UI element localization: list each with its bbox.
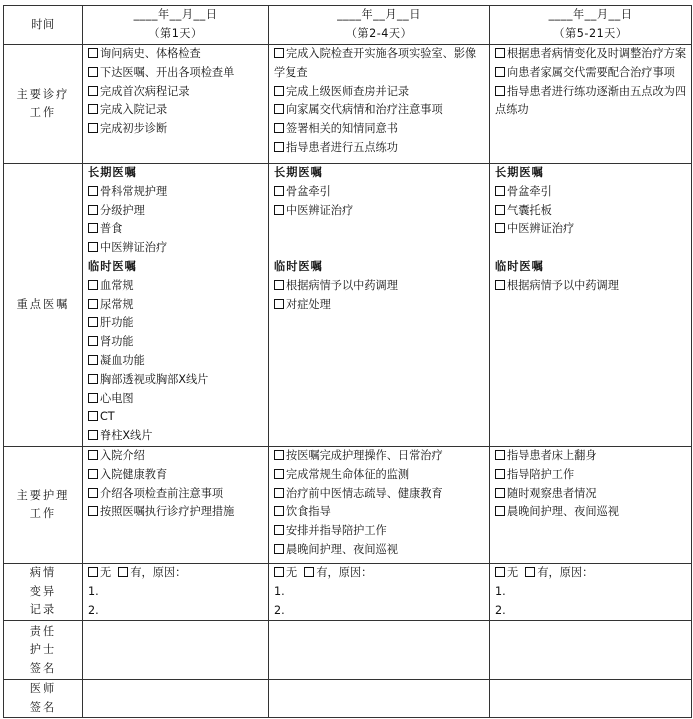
checkbox-icon[interactable] bbox=[274, 48, 284, 58]
nursing-col3 bbox=[490, 447, 692, 564]
orders-row bbox=[4, 164, 692, 447]
checkbox-icon[interactable] bbox=[274, 205, 284, 215]
checklist-item[interactable]: 根据病情予以中药调理 bbox=[274, 277, 485, 296]
checkbox-icon[interactable] bbox=[88, 374, 98, 384]
checklist-item[interactable]: 胸部透视或胸部X线片 bbox=[88, 371, 264, 390]
checklist-item[interactable]: 气囊托板 bbox=[495, 202, 687, 221]
checkbox-icon[interactable] bbox=[88, 67, 98, 77]
checklist-item[interactable]: 指导患者进行练功逐渐由五点改为四点练功 bbox=[495, 84, 687, 117]
header-row bbox=[4, 6, 692, 45]
doctor-sign-row bbox=[4, 680, 692, 718]
checkbox-icon[interactable] bbox=[495, 223, 505, 233]
checkbox-icon[interactable] bbox=[88, 506, 98, 516]
checklist-item[interactable]: 中医辨证治疗 bbox=[88, 239, 264, 258]
checklist-item[interactable]: 向家属交代病情和治疗注意事项 bbox=[274, 101, 485, 120]
checklist-item[interactable]: 治疗前中医情志疏导、健康教育 bbox=[274, 485, 485, 504]
temporary-orders-title: 临时医嘱 bbox=[495, 259, 544, 273]
variance-item[interactable]: 2. bbox=[495, 603, 506, 617]
checkbox-icon[interactable] bbox=[495, 469, 505, 479]
checklist-item[interactable]: 指导患者进行五点练功 bbox=[274, 139, 485, 158]
has-option[interactable]: 有，原因： bbox=[130, 566, 187, 579]
checkbox-icon[interactable] bbox=[88, 223, 98, 233]
checklist-item[interactable]: 对症处理 bbox=[274, 296, 485, 315]
checkbox-icon[interactable] bbox=[274, 450, 284, 460]
checkbox-icon[interactable] bbox=[88, 86, 98, 96]
checklist-item[interactable]: 完成首次病程记录 bbox=[88, 83, 264, 102]
nursing-row bbox=[4, 447, 692, 564]
checklist-item[interactable]: 按医嘱完成护理操作、日常治疗 bbox=[274, 447, 485, 466]
nurse-sign-label: 责任 护士 签名 bbox=[4, 621, 83, 680]
checklist-item[interactable]: 向患者家属交代需要配合治疗事项 bbox=[495, 64, 687, 83]
checkbox-icon[interactable] bbox=[495, 186, 505, 196]
checkbox-icon[interactable] bbox=[88, 336, 98, 346]
diagnosis-col3 bbox=[490, 45, 692, 164]
none-option[interactable]: 无 bbox=[100, 566, 112, 579]
variance-options bbox=[495, 564, 687, 583]
variance-item[interactable]: 1. bbox=[88, 584, 99, 598]
checklist-item[interactable]: 分级护理 bbox=[88, 202, 264, 221]
checklist-item[interactable]: 晨晚间护理、夜间巡视 bbox=[274, 541, 485, 560]
nurse-sign-field[interactable] bbox=[490, 621, 692, 680]
checkbox-icon[interactable] bbox=[274, 186, 284, 196]
variance-col2 bbox=[269, 564, 490, 621]
checklist-item[interactable]: 完成入院记录 bbox=[88, 101, 264, 120]
nurse-sign-row bbox=[4, 621, 692, 680]
checklist-item[interactable]: 凝血功能 bbox=[88, 352, 264, 371]
date-field[interactable]: ____年__月__日 bbox=[133, 8, 218, 22]
checkbox-icon[interactable] bbox=[88, 393, 98, 403]
checkbox-icon[interactable] bbox=[495, 450, 505, 460]
variance-item[interactable]: 1. bbox=[274, 584, 285, 598]
day1-header bbox=[83, 6, 269, 45]
nursing-label: 主要护理 工作 bbox=[4, 447, 83, 564]
checklist-item[interactable]: 肾功能 bbox=[88, 333, 264, 352]
pathway-table bbox=[3, 5, 692, 718]
checkbox-icon[interactable] bbox=[274, 86, 284, 96]
checklist-item[interactable]: 完成常规生命体征的监测 bbox=[274, 466, 485, 485]
checkbox-icon[interactable] bbox=[274, 525, 284, 535]
checkbox-icon[interactable] bbox=[88, 567, 98, 577]
checkbox-icon[interactable] bbox=[88, 355, 98, 365]
time-label: 时间 bbox=[4, 6, 83, 45]
doctor-sign-label: 医师 签名 bbox=[4, 680, 83, 718]
variance-options bbox=[88, 564, 264, 583]
checklist-item[interactable]: 心电图 bbox=[88, 390, 264, 409]
checkbox-icon[interactable] bbox=[88, 299, 98, 309]
checkbox-icon[interactable] bbox=[88, 205, 98, 215]
nurse-sign-field[interactable] bbox=[83, 621, 269, 680]
checklist-item[interactable]: 完成入院检查开实施各项实验室、影像学复查 bbox=[274, 47, 477, 79]
checkbox-icon[interactable] bbox=[118, 567, 128, 577]
checklist-item[interactable]: 下达医嘱、开出各项检查单 bbox=[88, 64, 264, 83]
day-label: （第1天） bbox=[148, 27, 203, 40]
has-option[interactable]: 有，原因： bbox=[316, 566, 373, 579]
nursing-col1 bbox=[83, 447, 269, 564]
checkbox-icon[interactable] bbox=[88, 450, 98, 460]
long-term-orders-title: 长期医嘱 bbox=[88, 166, 137, 179]
checklist-item[interactable]: 入院健康教育 bbox=[88, 466, 264, 485]
checklist-item[interactable]: 指导患者床上翻身 bbox=[495, 447, 687, 466]
nurse-sign-field[interactable] bbox=[269, 621, 490, 680]
orders-col3 bbox=[490, 164, 692, 447]
checklist-item[interactable]: 普食 bbox=[88, 220, 264, 239]
doctor-sign-field[interactable] bbox=[83, 680, 269, 718]
checkbox-icon[interactable] bbox=[495, 67, 505, 77]
day3-header bbox=[490, 6, 692, 45]
checklist-item[interactable]: 饮食指导 bbox=[274, 503, 485, 522]
checklist-item[interactable]: 血常规 bbox=[88, 277, 264, 296]
checkbox-icon[interactable] bbox=[274, 544, 284, 554]
variance-col1 bbox=[83, 564, 269, 621]
checklist-item[interactable]: 签署相关的知情同意书 bbox=[274, 120, 485, 139]
checkbox-icon[interactable] bbox=[274, 506, 284, 516]
checkbox-icon[interactable] bbox=[274, 567, 284, 577]
checkbox-icon[interactable] bbox=[88, 123, 98, 133]
checklist-item[interactable]: 入院介绍 bbox=[88, 447, 264, 466]
diagnosis-row bbox=[4, 45, 692, 164]
checkbox-icon[interactable] bbox=[88, 186, 98, 196]
checkbox-icon[interactable] bbox=[88, 430, 98, 440]
checkbox-icon[interactable] bbox=[88, 488, 98, 498]
checklist-item[interactable]: 按照医嘱执行诊疗护理措施 bbox=[88, 503, 264, 522]
day2-header bbox=[269, 6, 490, 45]
checklist-item[interactable]: 脊柱X线片 bbox=[88, 427, 264, 446]
variance-item[interactable]: 1. bbox=[495, 584, 506, 598]
checklist-item[interactable]: 中医辨证治疗 bbox=[274, 202, 485, 221]
checkbox-icon[interactable] bbox=[88, 48, 98, 58]
checkbox-icon[interactable] bbox=[495, 86, 505, 96]
checkbox-icon[interactable] bbox=[274, 469, 284, 479]
nursing-col2 bbox=[269, 447, 490, 564]
checkbox-icon[interactable] bbox=[495, 205, 505, 215]
doctor-sign-field[interactable] bbox=[269, 680, 490, 718]
long-term-orders-title: 长期医嘱 bbox=[274, 166, 323, 179]
checklist-item[interactable]: 骨盆牵引 bbox=[274, 183, 485, 202]
checklist-item[interactable]: 骨盆牵引 bbox=[495, 183, 687, 202]
checkbox-icon[interactable] bbox=[88, 242, 98, 252]
checklist-item[interactable]: 介绍各项检查前注意事项 bbox=[88, 485, 264, 504]
checklist-item[interactable]: 指导陪护工作 bbox=[495, 466, 687, 485]
checkbox-icon[interactable] bbox=[88, 469, 98, 479]
checkbox-icon[interactable] bbox=[274, 280, 284, 290]
temporary-orders-title: 临时医嘱 bbox=[88, 259, 137, 273]
checklist-item[interactable]: 完成上级医师查房并记录 bbox=[274, 83, 485, 102]
checklist-item[interactable]: 完成初步诊断 bbox=[88, 120, 264, 139]
checklist-item[interactable]: 根据患者病情变化及时调整治疗方案 bbox=[495, 45, 687, 64]
checklist-item[interactable]: 随时观察患者情况 bbox=[495, 485, 687, 504]
date-field[interactable]: ____年__月__日 bbox=[337, 8, 421, 22]
checklist-item[interactable]: 询问病史、体格检查 bbox=[88, 45, 264, 64]
checkbox-icon[interactable] bbox=[495, 506, 505, 516]
checkbox-icon[interactable] bbox=[88, 104, 98, 114]
variance-item[interactable]: 2. bbox=[88, 603, 99, 617]
checklist-item[interactable]: 肝功能 bbox=[88, 314, 264, 333]
orders-col1 bbox=[83, 164, 269, 447]
checklist-item[interactable]: CT bbox=[88, 408, 264, 427]
variance-item[interactable]: 2. bbox=[274, 603, 285, 617]
checkbox-icon[interactable] bbox=[274, 488, 284, 498]
checkbox-icon[interactable] bbox=[88, 280, 98, 290]
checklist-item[interactable]: 骨科常规护理 bbox=[88, 183, 264, 202]
variance-options bbox=[274, 564, 485, 583]
checkbox-icon[interactable] bbox=[274, 123, 284, 133]
checklist-item[interactable]: 尿常规 bbox=[88, 296, 264, 315]
variance-col3 bbox=[490, 564, 692, 621]
orders-col2 bbox=[269, 164, 490, 447]
none-option[interactable]: 无 bbox=[507, 566, 519, 579]
day-label: （第2-4天） bbox=[345, 27, 413, 40]
checklist-item[interactable]: 安排并指导陪护工作 bbox=[274, 522, 485, 541]
doctor-sign-field[interactable] bbox=[490, 680, 692, 718]
none-option[interactable]: 无 bbox=[286, 566, 298, 579]
checkbox-icon[interactable] bbox=[495, 567, 505, 577]
checklist-item[interactable]: 中医辨证治疗 bbox=[495, 220, 687, 239]
long-term-orders-title: 长期医嘱 bbox=[495, 166, 544, 179]
temporary-orders-title: 临时医嘱 bbox=[274, 259, 323, 273]
date-field[interactable]: ____年__月__日 bbox=[548, 8, 633, 22]
checkbox-icon[interactable] bbox=[274, 104, 284, 114]
checkbox-icon[interactable] bbox=[274, 142, 284, 152]
diagnosis-label: 主要诊疗 工作 bbox=[4, 45, 83, 164]
variance-row bbox=[4, 564, 692, 621]
diagnosis-col1 bbox=[83, 45, 269, 164]
checkbox-icon[interactable] bbox=[525, 567, 535, 577]
has-option[interactable]: 有，原因： bbox=[537, 566, 594, 579]
checkbox-icon[interactable] bbox=[274, 299, 284, 309]
orders-label: 重点医嘱 bbox=[4, 164, 83, 447]
checkbox-icon[interactable] bbox=[495, 48, 505, 58]
variance-label: 病情 变异 记录 bbox=[4, 564, 83, 621]
checkbox-icon[interactable] bbox=[304, 567, 314, 577]
day-label: （第5-21天） bbox=[553, 27, 628, 40]
checkbox-icon[interactable] bbox=[495, 488, 505, 498]
checkbox-icon[interactable] bbox=[88, 317, 98, 327]
checkbox-icon[interactable] bbox=[495, 280, 505, 290]
diagnosis-col2 bbox=[269, 45, 490, 164]
checkbox-icon[interactable] bbox=[88, 411, 98, 421]
checklist-item[interactable]: 根据病情予以中药调理 bbox=[495, 277, 687, 296]
checklist-item[interactable]: 晨晚间护理、夜间巡视 bbox=[495, 503, 687, 522]
